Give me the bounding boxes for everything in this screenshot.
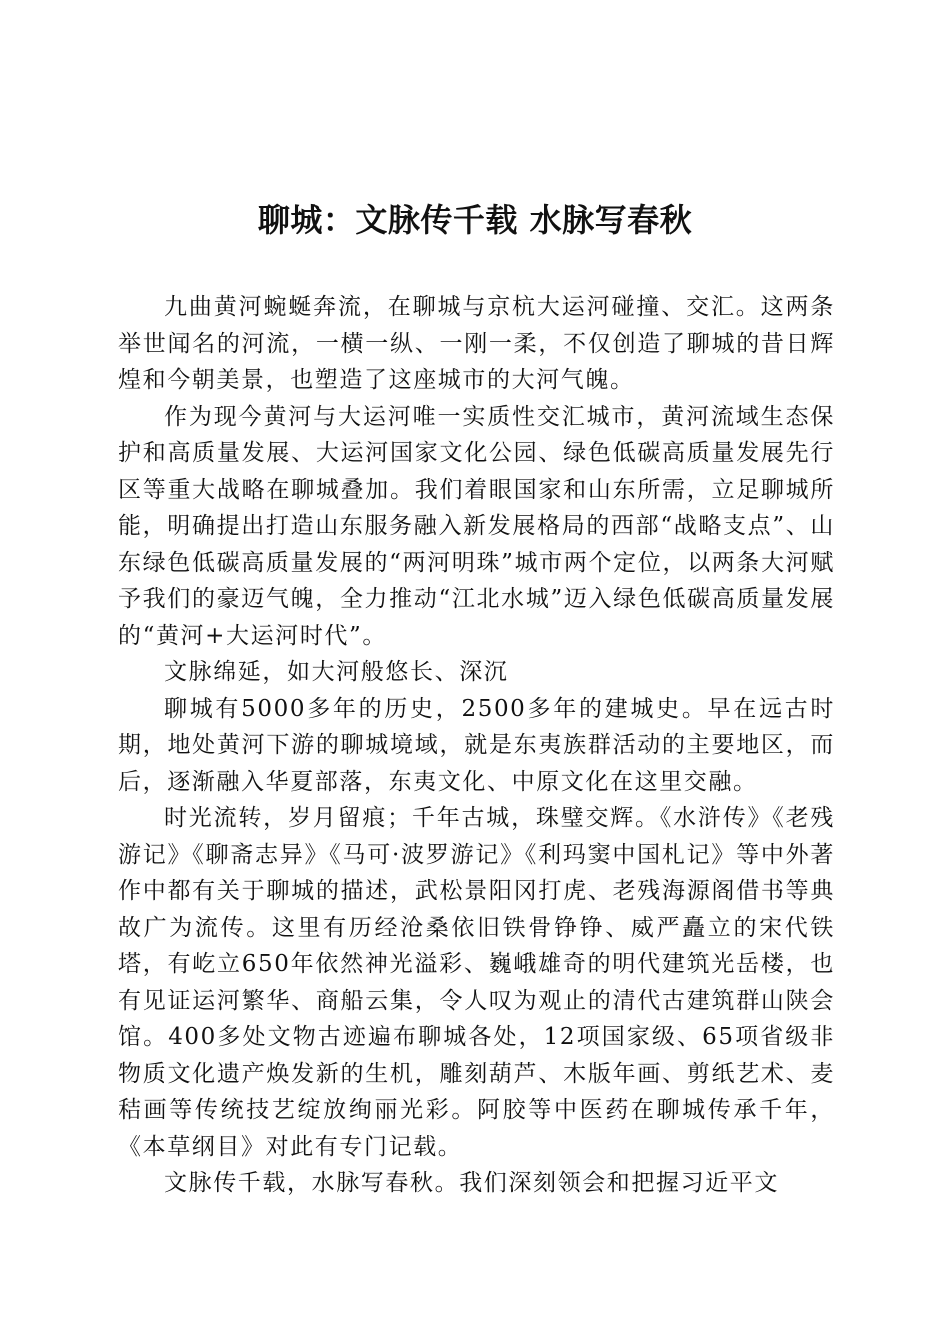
- document-body: [118, 289, 835, 1202]
- document-title: 聊城：文脉传千载 水脉写春秋: [257, 201, 693, 239]
- paragraph-closing: 文脉传千载，水脉写春秋。我们深刻领会和把握习近平文: [164, 1170, 779, 1196]
- paragraph-intro: 九曲黄河蜿蜒奔流，在聊城与京杭大运河碰撞、交汇。这两条举世闻名的河流，一横一纵、一刚一柔，不仅创造了聊城的昔日辉煌和今朝美景，也塑造了这座城市的大河气魄。: [118, 294, 835, 393]
- paragraph-culture: 时光流转，岁月留痕；千年古城，珠璧交辉。《水浒传》《老残游记》《聊斋志异》《马可·波罗游记》《利玛窦中国札记》等中外著作中都有关于聊城的描述，武松景阳冈打虎、老残海源阁借书等典故广为流传。这里有历经沧桑依旧铁骨铮铮、威严矗立的宋代铁塔，有屹立650年依然神光溢彩、巍峨雄奇的明代建筑光岳楼，也有见证运河繁华、商船云集，令人叹为观止的清代古建筑群山陕会馆。400多处文物古迹遍布聊城各处，12项国家级、65项省级非物质文化遗产焕发新的生机，雕刻葫芦、木版年画、剪纸艺术、麦秸画等传统技艺绽放绚丽光彩。阿胶等中医药在聊城传承千年，《本草纲目》对此有专门记载。: [118, 805, 835, 1160]
- section-heading: 文脉绵延，如大河般悠长、深沉: [164, 659, 509, 685]
- paragraph-history: 聊城有5000多年的历史，2500多年的建城史。早在远古时期，地处黄河下游的聊城境域，就是东夷族群活动的主要地区，而后，逐渐融入华夏部落，东夷文化、中原文化在这里交融。: [118, 695, 835, 795]
- paragraph-strategy: 作为现今黄河与大运河唯一实质性交汇城市，黄河流域生态保护和高质量发展、大运河国家文化公园、绿色低碳高质量发展先行区等重大战略在聊城叠加。我们着眼国家和山东所需，立足聊城所能，明确提出打造山东服务融入新发展格局的西部“战略支点”、山东绿色低碳高质量发展的“两河明珠”城市两个定位，以两条大河赋予我们的豪迈气魄，全力推动“江北水城”迈入绿色低碳高质量发展的“黄河+大运河时代”。: [118, 403, 835, 649]
